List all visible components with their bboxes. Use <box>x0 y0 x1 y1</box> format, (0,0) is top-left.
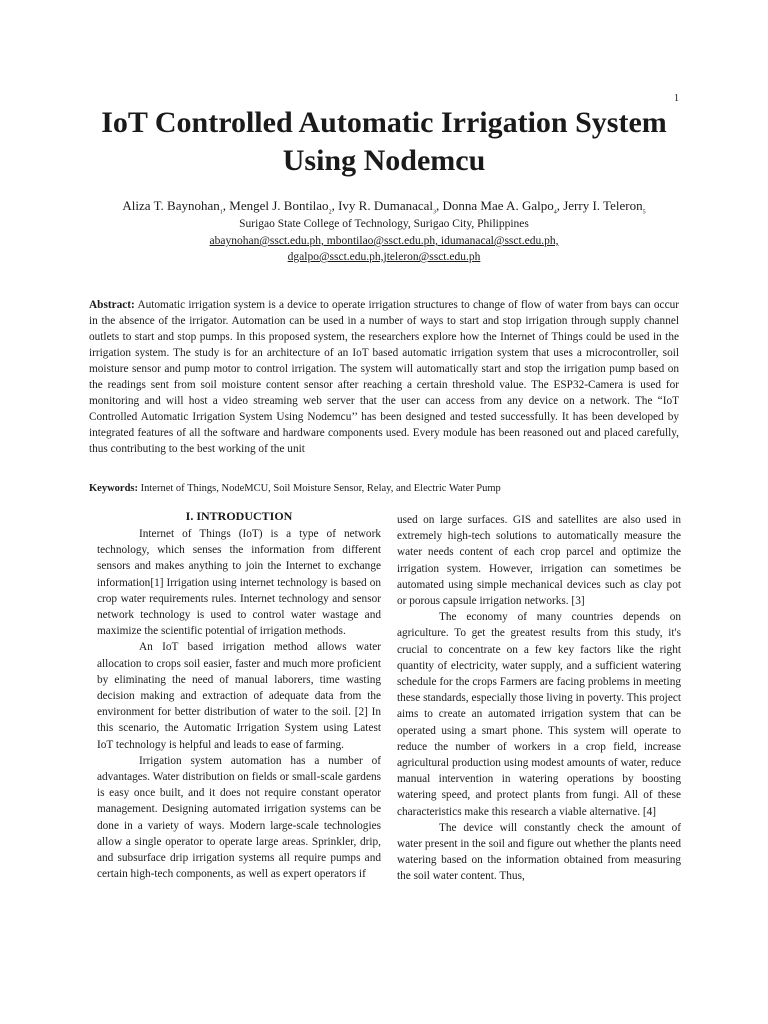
paragraph: The economy of many countries depends on agriculture. To get the greatest results from this study, it's crucial to concentrate on a few key factors like the right quantity of electricity, water supply, and a sufficient watering schedule for the crops Farmers are facing problems in meeting these standards, especially those living in poverty. This project aims to create an automated irrigation system that can be operated using a smart phone. This system will operate to reduce the number of workers in a crop field, increase agricultural production using modest amounts of water, reduce manual intervention in watering operations by boosting watering speed, and protect plants from fungi. All of these characteristics make this research a viable alternative. [4] <box>397 611 681 818</box>
right-column <box>397 512 681 885</box>
abstract-text: Automatic irrigation system is a device to operate irrigation structures to change of flow of water from bays can occur in the absence of the irrigator. Automation can be used in a number of ways to start and stop irrigation through supply channel outlets to start and stop pumps. In this proposed system, the researchers explore how the Internet of Things could be used in the irrigation system. The study is for an architecture of an IoT based automatic irrigation system that uses a microcontroller, soil moisture sensor and pump motor to control irrigation. The system will automatically start and stop the irrigation pump based on the readings sent from soil moisture content sensor after reaching a certain threshold value. The ESP32-Camera is used for monitoring and will host a video streaming web server that the user can access from any device on a network. The “IoT Controlled Automatic Irrigation System Using Nodemcu’’ has been designed and tested successfully. It has been developed by integrated features of all the software and hardware components used. Every module has been reasoned out and placed carefully, thus contributing to the best working of the unit <box>89 299 679 455</box>
affiliation: Surigao State College of Technology, Surigao City, Philippines <box>239 218 529 230</box>
keywords <box>89 482 679 496</box>
paragraph: Irrigation system automation has a number of advantages. Water distribution on fields or small-scale gardens is easy once built, and it does not require constant operator management. Designing automated irrigation systems can be done in a variety of ways. Modern large-scale technologies allow a single operator to operate large areas. Sprinkler, drip, and subsurface drip irrigation systems all require pumps and certain high-tech components, as well as expert operators if <box>97 754 381 881</box>
paragraph: used on large surfaces. GIS and satellites are also used in extremely high-tech solutions to automatically measure the water needs content of each crop parcel and optimize the irrigation system. However, irrigation can sometimes be automated using simple mechanical devices such as clay pot or porous capsule irrigation networks. [3] <box>397 514 681 608</box>
paragraph: The device will constantly check the amount of water present in the soil and figure out whether the plants need watering based on the information obtained from measuring the soil water content. Thus, <box>397 821 681 883</box>
paragraph: An IoT based irrigation method allows water allocation to crops soil easier, faster and much more proficient by eliminating the need of manual laborers, time wasting decision making and extraction of adequate data from the environment for better distribution of water to the soil. [2] In this scenario, the Automatic Irrigation System using Latest IoT technology is helpful and leads to ease of farming. <box>97 641 381 751</box>
keywords-label: Keywords: <box>89 483 138 494</box>
page-number: 1 <box>674 93 679 104</box>
paragraph: Internet of Things (IoT) is a type of network technology, which senses the information from different sensors and makes anything to join the Internet to exchange information[1] Irrigation using internet technology is based on crop water requirements rules. Internet technology and sensor network technology is used to control water wastage and maximize the scientific potential of irrigation methods. <box>97 528 381 638</box>
left-column <box>97 508 381 882</box>
author-index: 4 <box>553 209 557 216</box>
author-index: 1 <box>219 209 223 216</box>
author-name: Mengel J. Bontilao <box>229 198 329 213</box>
author-index: 3 <box>433 209 437 216</box>
abstract-label: Abstract: <box>89 299 135 311</box>
keywords-text: Internet of Things, NodeMCU, Soil Moisture Sensor, Relay, and Electric Water Pump <box>140 483 501 494</box>
abstract <box>89 297 679 457</box>
author-index: 2 <box>328 209 332 216</box>
author-name: Jerry I. Teleron <box>563 198 643 213</box>
email-line: abaynohan@ssct.edu.ph, mbontilao@ssct.edu.ph, idumanacal@ssct.edu.ph, <box>209 235 559 247</box>
paper-title: IoT Controlled Automatic Irrigation System Using Nodemcu <box>101 106 667 177</box>
author-list: Aliza T. Baynohan$_1$, Mengel J. Bontilao$_2$, Ivy R. Dumanacal$_3$, Donna Mae A. Galpo$_4$, Jerry I. Teleron$_5$ <box>122 198 646 216</box>
author-name: Donna Mae A. Galpo <box>442 198 554 213</box>
author-name: Aliza T. Baynohan <box>122 198 220 213</box>
author-emails <box>60 233 708 265</box>
author-index: 5 <box>642 209 646 216</box>
section-heading: I. INTRODUCTION <box>185 509 293 523</box>
author-name: Ivy R. Dumanacal <box>338 198 434 213</box>
email-line: dgalpo@ssct.edu.ph,jteleron@ssct.edu.ph <box>287 251 481 263</box>
